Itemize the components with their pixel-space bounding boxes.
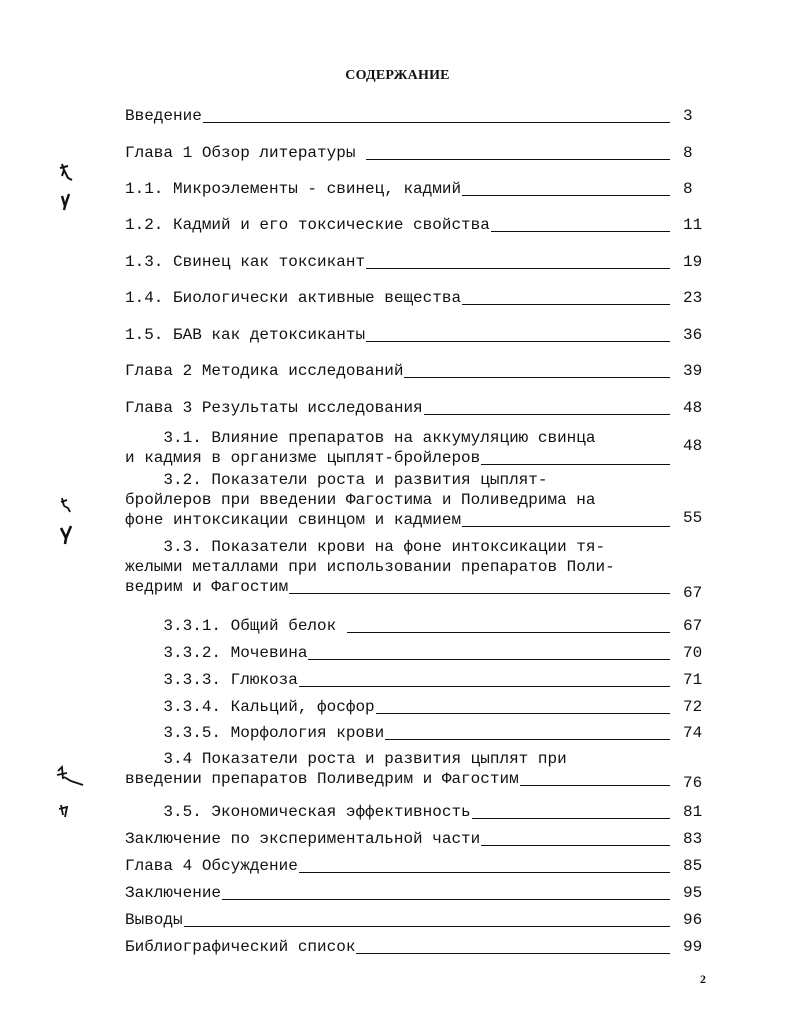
toc-entry-text: Введение — [125, 107, 202, 125]
toc-page-number: 99 — [683, 938, 703, 956]
toc-page-number: 72 — [683, 698, 703, 716]
toc-entry-text: ведрим и Фагостим — [125, 578, 289, 596]
toc-entry[interactable] — [125, 470, 670, 530]
toc-entry[interactable] — [125, 937, 670, 957]
toc-entry[interactable] — [125, 288, 670, 308]
toc-entry-text: 1.1. Микроэлементы - свинец, кадмий — [125, 180, 462, 198]
toc-page-number: 55 — [683, 509, 703, 527]
toc-entry-text: 3.4 Показатели роста и развития цыплят при — [125, 750, 567, 768]
toc-entry-text: Заключение по экспериментальной части — [125, 830, 481, 848]
leader-line — [462, 525, 670, 527]
leader-line — [299, 685, 670, 687]
toc-entry[interactable] — [125, 910, 670, 930]
toc-entry-text: Заключение — [125, 884, 222, 902]
toc-entry[interactable] — [125, 143, 670, 163]
toc-entry-text: 1.4. Биологически активные вещества — [125, 289, 462, 307]
toc-entry-text: 3.3.2. Мочевина — [125, 644, 308, 662]
toc-entry[interactable] — [125, 398, 670, 418]
toc-entry[interactable] — [125, 829, 670, 849]
toc-page-number: 67 — [683, 584, 703, 602]
toc-entry[interactable] — [125, 856, 670, 876]
leader-line — [366, 158, 670, 160]
toc-page-number: 48 — [683, 437, 703, 455]
page-number: 2 — [700, 972, 706, 986]
leader-line — [472, 817, 670, 819]
leader-line — [491, 230, 670, 232]
leader-line — [308, 658, 670, 660]
leader-line — [520, 784, 670, 786]
toc-entry-text: бройлеров при введении Фагостима и Поливедрима на — [125, 491, 596, 509]
toc-entry-text: введении препаратов Поливедрим и Фагостим — [125, 770, 519, 788]
toc-page-number: 36 — [683, 326, 703, 344]
toc-entry-text: фоне интоксикации свинцом и кадмием — [125, 511, 462, 529]
toc-page-number: 76 — [683, 774, 703, 792]
leader-line — [356, 952, 670, 954]
toc-entry-text: 3.2. Показатели роста и развития цыплят- — [125, 471, 548, 489]
toc-page-number: 11 — [683, 216, 703, 234]
toc-entry[interactable] — [125, 428, 670, 468]
toc-entry-text: Глава 1 Обзор литературы — [125, 144, 366, 162]
leader-line — [299, 871, 670, 873]
toc-entry[interactable] — [125, 361, 670, 381]
toc-entry-text: и кадмия в организме цыплят-бройлеров — [125, 449, 481, 467]
page-title: СОДЕРЖАНИЕ — [345, 68, 450, 83]
leader-line — [184, 925, 670, 927]
toc-entry-text: 3.3. Показатели крови на фоне интоксикации тя- — [125, 538, 606, 556]
toc-page-number: 8 — [683, 180, 693, 198]
toc-entry[interactable] — [125, 252, 670, 272]
toc-page-number: 70 — [683, 644, 703, 662]
toc-page-number: 85 — [683, 857, 703, 875]
toc-entry-text: 3.5. Экономическая эффективность — [125, 803, 471, 821]
toc-entry-text: 1.3. Свинец как токсикант — [125, 253, 366, 271]
leader-line — [481, 844, 670, 846]
toc-entry[interactable] — [125, 537, 670, 597]
toc-entry-text: 1.2. Кадмий и его токсические свойства — [125, 216, 490, 234]
toc-entry[interactable] — [125, 883, 670, 903]
toc-entry-text: Глава 4 Обсуждение — [125, 857, 298, 875]
leader-line — [481, 463, 670, 465]
toc-page-number: 67 — [683, 617, 703, 635]
leader-line — [376, 712, 670, 714]
toc-entry-text: Глава 3 Результаты исследования — [125, 399, 423, 417]
toc-entry-text: Выводы — [125, 911, 183, 929]
leader-line — [203, 121, 670, 123]
toc-entry-text: 3.1. Влияние препаратов на аккумуляцию свинца — [125, 429, 596, 447]
toc-page-number: 83 — [683, 830, 703, 848]
toc-page-number: 74 — [683, 724, 703, 742]
toc-page-number: 19 — [683, 253, 703, 271]
toc-entry[interactable] — [125, 325, 670, 345]
leader-line — [385, 738, 670, 740]
toc-entry[interactable] — [125, 749, 670, 789]
margin-mark-3 — [55, 765, 87, 825]
margin-mark-1 — [58, 160, 80, 212]
toc-entry[interactable] — [125, 616, 670, 636]
toc-entry[interactable] — [125, 697, 670, 717]
toc-page-number: 81 — [683, 803, 703, 821]
toc-page-number: 96 — [683, 911, 703, 929]
toc-entry[interactable] — [125, 670, 670, 690]
toc-entry[interactable] — [125, 106, 670, 126]
leader-line — [347, 631, 670, 633]
toc-entry-text: 1.5. БАВ как детоксиканты — [125, 326, 366, 344]
toc-entry[interactable] — [125, 802, 670, 822]
toc-entry-text: 3.3.5. Морфология крови — [125, 724, 385, 742]
leader-line — [222, 898, 670, 900]
toc-page-number: 39 — [683, 362, 703, 380]
toc-entry-text: 3.3.1. Общий белок — [125, 617, 346, 635]
leader-line — [424, 413, 670, 415]
leader-line — [366, 340, 670, 342]
toc-entry-text: Глава 2 Методика исследований — [125, 362, 404, 380]
leader-line — [404, 376, 670, 378]
leader-line — [289, 592, 670, 594]
toc-entry[interactable] — [125, 215, 670, 235]
toc-entry[interactable] — [125, 643, 670, 663]
margin-mark-2 — [58, 494, 80, 546]
leader-line — [462, 194, 670, 196]
toc-entry-text: 3.3.3. Глюкоза — [125, 671, 298, 689]
toc-entry-text: Библиографический список — [125, 938, 356, 956]
toc-entry[interactable] — [125, 723, 670, 743]
toc-page-number: 95 — [683, 884, 703, 902]
toc-page-number: 48 — [683, 399, 703, 417]
toc-entry-text: желыми металлами при использовании препаратов Поли- — [125, 558, 615, 576]
toc-entry-text: 3.3.4. Кальций, фосфор — [125, 698, 375, 716]
toc-page-number: 23 — [683, 289, 703, 307]
toc-entry[interactable] — [125, 179, 670, 199]
toc-page-number: 3 — [683, 107, 693, 125]
toc-page-number: 8 — [683, 144, 693, 162]
toc-page-number: 71 — [683, 671, 703, 689]
leader-line — [366, 267, 670, 269]
leader-line — [462, 303, 670, 305]
